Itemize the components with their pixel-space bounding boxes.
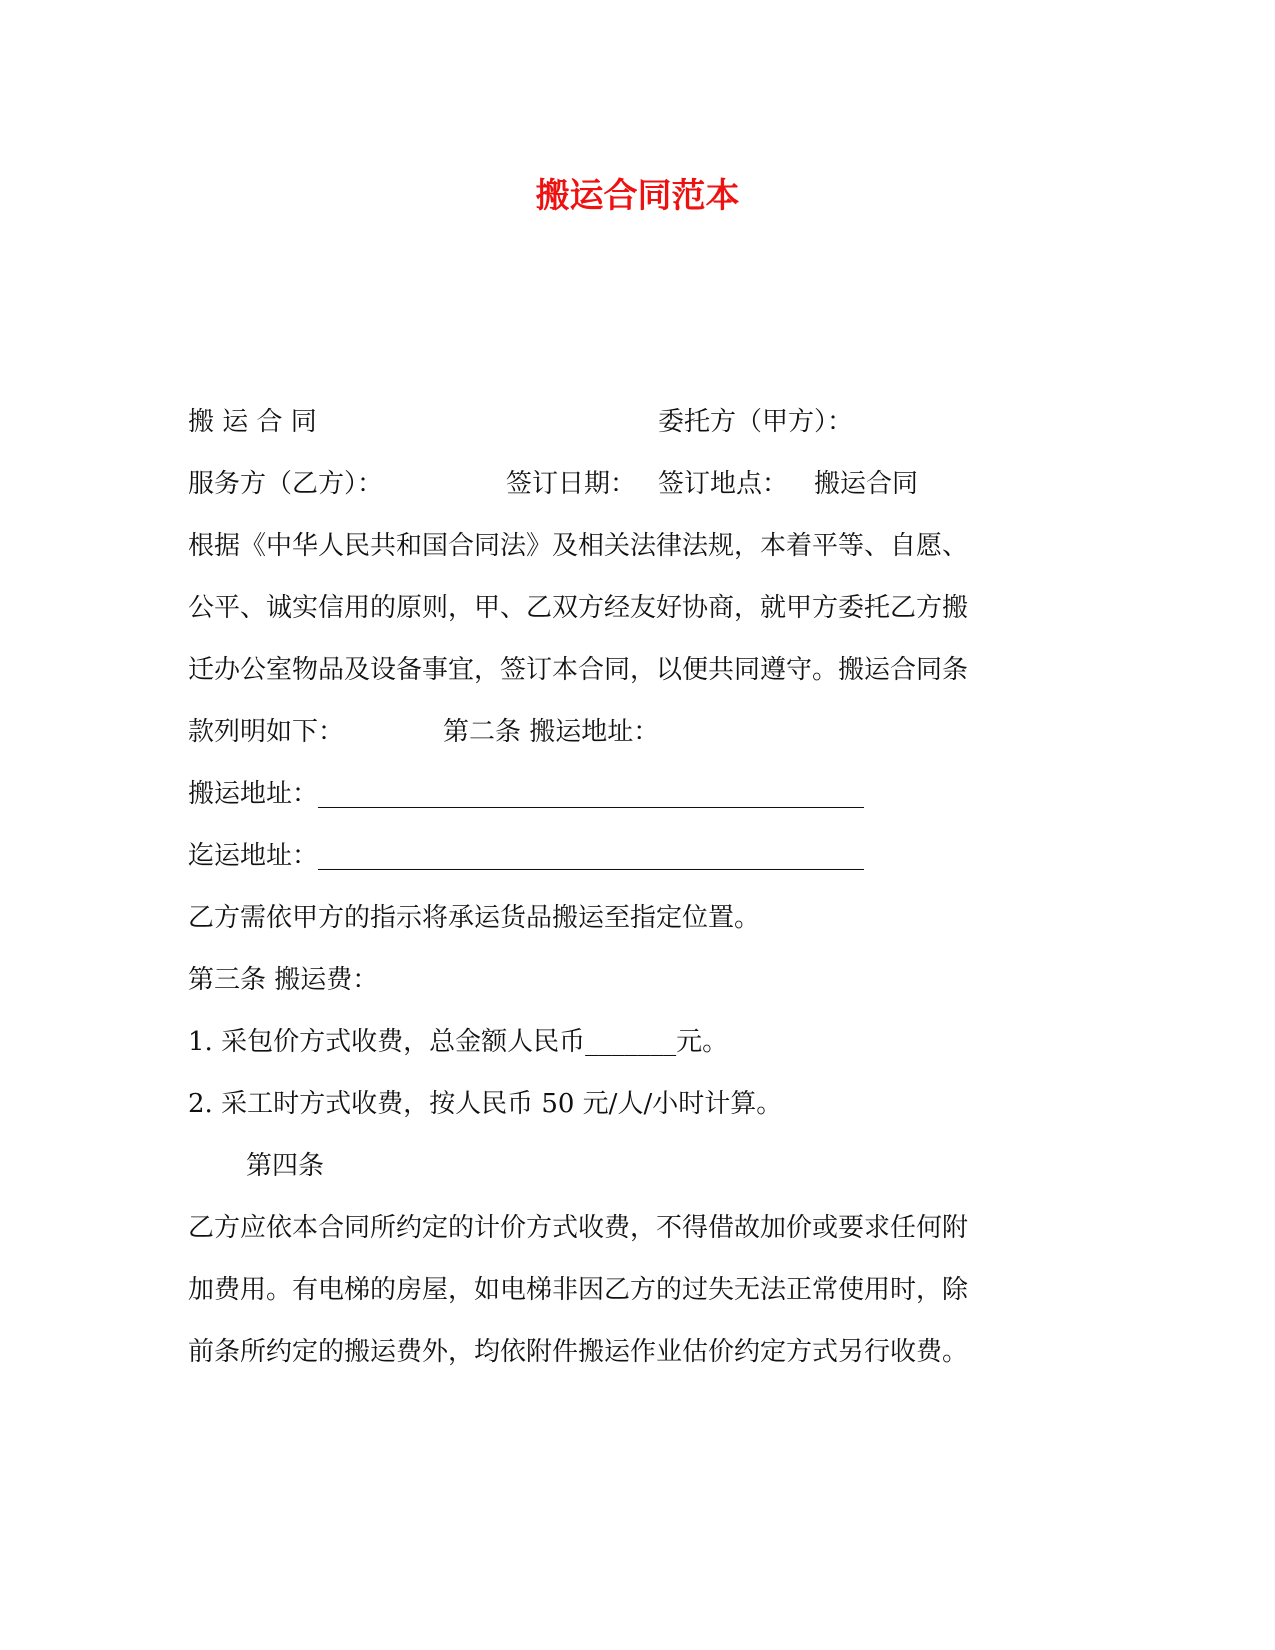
intro-line-3: 迁办公室物品及设备事宜，签订本合同，以便共同遵守。搬运合同条 — [188, 655, 969, 685]
intro-line-4 — [188, 716, 659, 748]
header-line-2 — [188, 468, 918, 500]
article4-line-3: 前条所约定的搬运费外，均依附件搬运作业估价约定方式另行收费。 — [188, 1337, 969, 1367]
article3-item-2: 2. 采工时方式收费，按人民币 50 元/人/小时计算。 — [188, 1089, 783, 1119]
article4-line-1: 乙方应依本合同所约定的计价方式收费，不得借故加价或要求任何附 — [188, 1213, 969, 1243]
article3-item-1: 1. 采包价方式收费，总金额人民币_______元。 — [188, 1027, 729, 1057]
header-line-1 — [188, 406, 853, 438]
client-label: 委托方（甲方）： — [658, 407, 854, 437]
intro-last: 款列明如下： — [188, 717, 345, 747]
to-address-field: 迄运地址：__________________________________________ — [188, 841, 865, 871]
article2-heading: 第二条 搬运地址： — [443, 717, 660, 747]
document-title: 搬运合同范本 — [535, 176, 740, 216]
article3-heading: 第三条 搬运费： — [188, 965, 379, 995]
sign-date-label: 签订日期： — [506, 469, 637, 499]
article4-heading: 第四条 — [246, 1151, 325, 1181]
sign-place-label: 签订地点： — [658, 469, 789, 499]
contract-name: 搬运合同 — [814, 469, 919, 499]
intro-line-1: 根据《中华人民共和国合同法》及相关法律法规，本着平等、自愿、 — [188, 531, 969, 561]
article2-note: 乙方需依甲方的指示将承运货品搬运至指定位置。 — [188, 903, 761, 933]
article4-line-2: 加费用。有电梯的房屋，如电梯非因乙方的过失无法正常使用时，除 — [188, 1275, 969, 1305]
service-label: 服务方（乙方）： — [188, 469, 384, 499]
contract-label: 搬 运 合 同 — [188, 407, 317, 437]
intro-line-2: 公平、诚实信用的原则，甲、乙双方经友好协商，就甲方委托乙方搬 — [188, 593, 969, 623]
from-address-field: 搬运地址：__________________________________________ — [188, 779, 865, 809]
